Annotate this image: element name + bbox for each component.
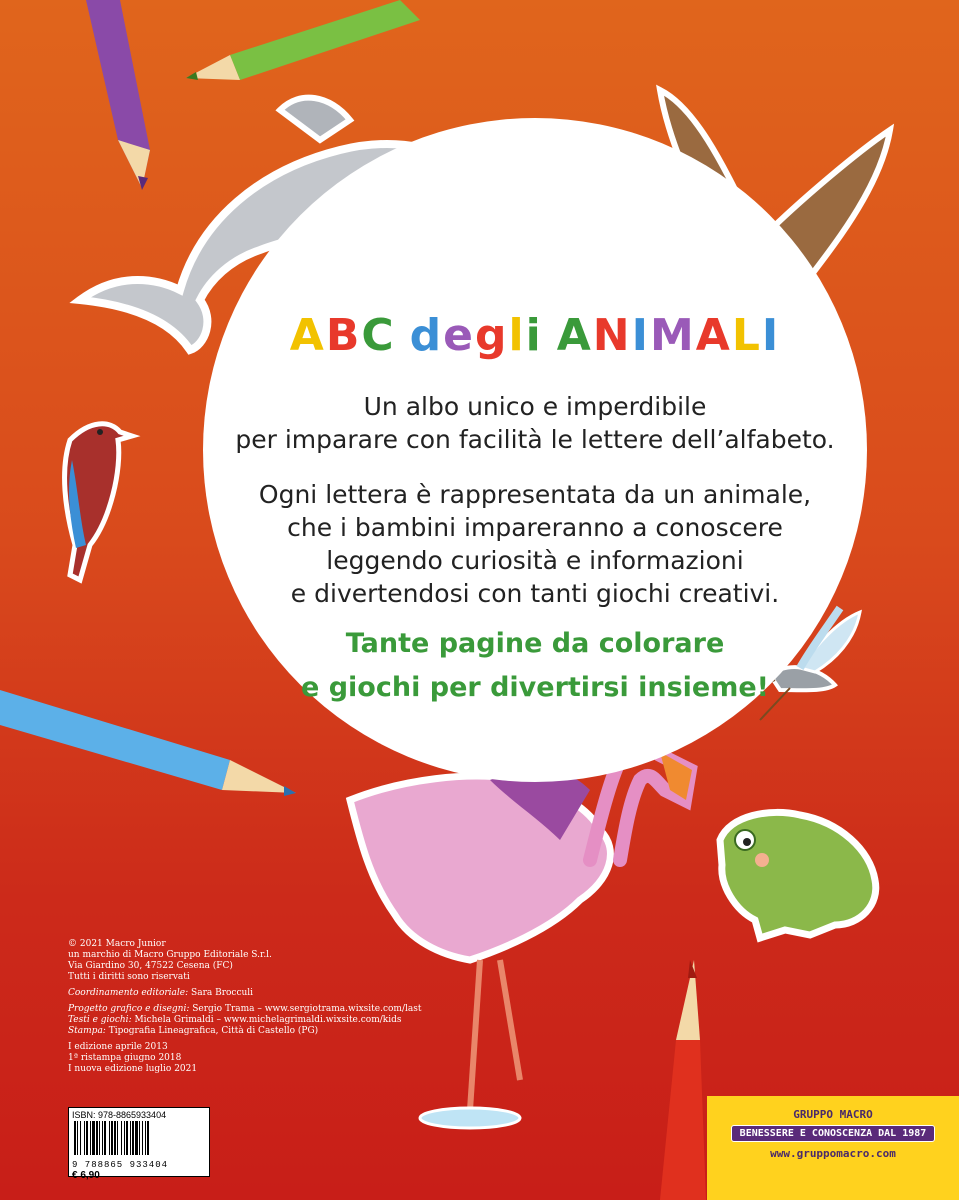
description-line: leggendo curiosità e informazioni (326, 546, 744, 575)
title-letter: A (695, 310, 732, 361)
title-letter: C (361, 310, 396, 361)
price-label: € 6,90 (72, 1170, 100, 1181)
publisher-tagline: BENESSERE E CONOSCENZA DAL 1987 (731, 1125, 936, 1142)
title-letter (543, 310, 557, 361)
print-line: Stampa: Tipografia Lineagrafica, Città di Castello (PG) (68, 1026, 319, 1036)
description-line: Ogni lettera è rappresentata da un animale, (258, 480, 812, 509)
brand-line: un marchio di Macro Gruppo Editoriale S.r.l. (68, 950, 272, 960)
rights-line: Tutti i diritti sono riservati (68, 972, 190, 982)
title-letter: A (289, 310, 326, 361)
design-line: Progetto grafico e disegni: Sergio Trama – www.sergiotrama.wixsite.com/last (68, 1004, 422, 1014)
green-pencil-illustration (186, 0, 420, 80)
texts-line: Testi e giochi: Michela Grimaldi – www.michelagrimaldi.wixsite.com/kids (68, 1015, 402, 1025)
publisher-url: www.gruppomacro.com (770, 1147, 896, 1160)
title-letter: N (592, 310, 632, 361)
kingfisher-illustration (65, 424, 132, 580)
isbn-barcode (68, 1107, 210, 1181)
red-pencil-illustration (660, 960, 706, 1200)
description-line: per imparare con facilità le lettere dell’alfabeto. (235, 425, 835, 454)
title-letter: d (409, 310, 444, 361)
publisher-name: GRUPPO MACRO (793, 1108, 873, 1121)
edition-line: I nuova edizione luglio 2021 (68, 1064, 198, 1074)
title-letter: L (731, 310, 762, 361)
title-letter: i (525, 310, 543, 361)
title-letter: I (761, 310, 781, 361)
title-letter: I (631, 310, 650, 361)
credits-block (68, 939, 468, 1075)
edition-line: 1ª ristampa giugno 2018 (68, 1053, 182, 1063)
title-letter: A (556, 310, 593, 361)
highlight-line: e giochi per divertirsi insieme! (301, 672, 769, 703)
publisher-badge (707, 1096, 959, 1200)
edition-line: I edizione aprile 2013 (68, 1042, 168, 1052)
description-line: e divertendosi con tanti giochi creativi. (290, 579, 780, 608)
coordination-line: Coordinamento editoriale: Sara Brocculi (68, 988, 254, 998)
description-line: Un albo unico e imperdibile (363, 392, 707, 421)
purple-pencil-illustration (86, 0, 150, 190)
book-title (200, 310, 870, 361)
description-line: che i bambini impareranno a conoscere (287, 513, 783, 542)
isbn-text: ISBN: 978-8865933404 (72, 1110, 167, 1120)
address-line: Via Giardino 30, 47522 Cesena (FC) (68, 961, 233, 971)
description-paragraph-2 (200, 478, 870, 610)
barcode-bars-icon (72, 1121, 206, 1155)
highlight-line: Tante pagine da colorare (345, 628, 725, 659)
title-letter: g (475, 310, 509, 361)
copyright-line: © 2021 Macro Junior (68, 939, 166, 949)
description-paragraph-1 (200, 390, 870, 456)
highlight-text (200, 622, 870, 710)
toad-illustration (720, 812, 876, 938)
barcode-digits: 9 788865 933404 (72, 1160, 169, 1170)
title-letter: M (649, 310, 696, 361)
title-letter: e (443, 310, 475, 361)
title-letter: l (508, 310, 526, 361)
title-letter: B (325, 310, 362, 361)
title-letter (396, 310, 410, 361)
